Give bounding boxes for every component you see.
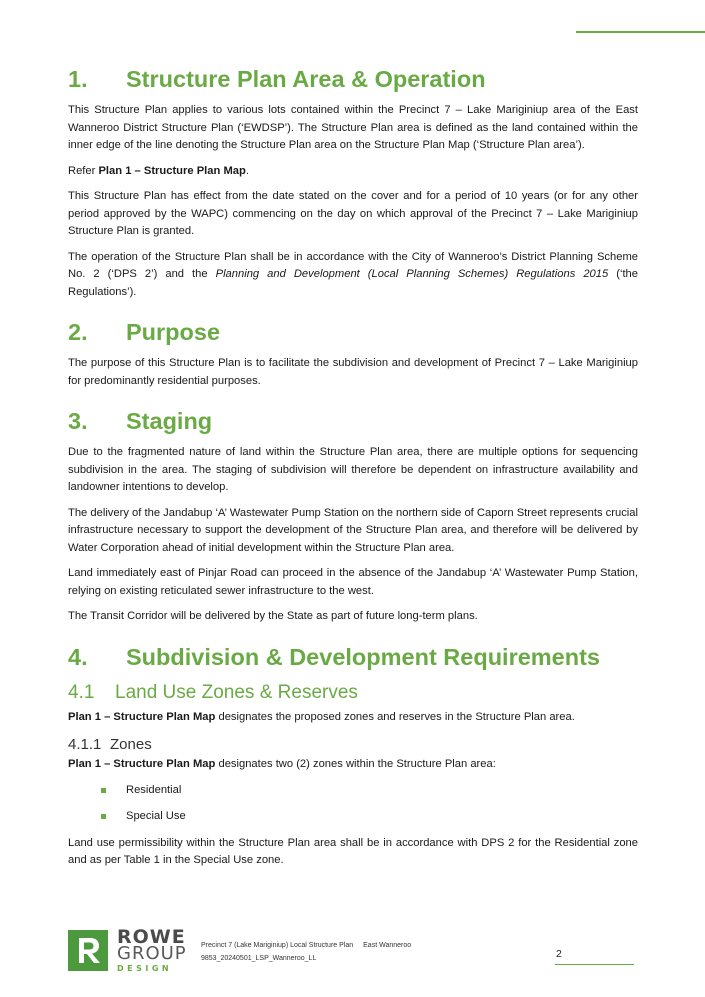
section-title: Structure Plan Area & Operation — [126, 66, 486, 92]
refer-suffix: . — [245, 164, 249, 177]
document-title: Precinct 7 (Lake Mariginiup) Local Structure Plan — [201, 942, 354, 949]
logo-design: DESIGN — [117, 964, 173, 973]
subsection-4-1-heading — [68, 680, 638, 706]
section-2-heading — [68, 315, 638, 349]
section-4-heading — [68, 640, 638, 674]
section-number: 3. — [68, 408, 88, 434]
subsection-title: Zones — [110, 736, 152, 753]
list-item — [68, 808, 638, 826]
document-location: East Wanneroo — [363, 942, 412, 949]
footer-document-info — [201, 939, 411, 965]
page-content — [68, 62, 638, 879]
section-title: Purpose — [126, 319, 221, 345]
paragraph: The purpose of this Structure Plan is to facilitate the subdivision and development of Precinct 7 – Lake Mariginiup for predominantly residential purposes. — [68, 357, 638, 387]
subsection-number: 4.1.1 — [68, 736, 102, 753]
text-run: designates two (2) zones within the Structure Plan area: — [215, 758, 496, 770]
header-rule — [576, 31, 705, 33]
paragraph: Land immediately east of Pinjar Road can proceed in the absence of the Jandabup ‘A’ Wastewater Pump Station, relying on existing reticulated sewer infrastructure to the west. — [68, 567, 638, 597]
paragraph: Due to the fragmented nature of land within the Structure Plan area, there are multiple options for sequencing subdivision in the area. The staging of subdivision will therefore be dependent on infrastructure availability and landowner intentions to develop. — [68, 446, 638, 493]
logo-wordmark — [117, 928, 187, 974]
list-item — [68, 782, 638, 800]
refer-paragraph — [68, 163, 638, 181]
regulations-title: Planning and Development (Local Planning Schemes) Regulations 2015 — [215, 268, 609, 280]
paragraph — [68, 756, 638, 774]
paragraph: Land use permissibility within the Structure Plan area shall be in accordance with DPS 2 for the Residential zone and as per Table 1 in the Special Use zone. — [68, 836, 638, 866]
plan-reference: Plan 1 – Structure Plan Map — [98, 164, 246, 177]
section-number: 4. — [68, 643, 88, 670]
logo-rowe: ROWE — [117, 926, 186, 948]
page-footer — [68, 926, 638, 979]
list-item-label: Residential — [126, 783, 182, 796]
document-reference: 9853_20240501_LSP_Wanneroo_LL — [201, 955, 317, 962]
paragraph: This Structure Plan has effect from the date stated on the cover and for a period of 10 years (or for any other period approved by the WAPC) commencing on the day on which approval of the Precinct 7 – Lake Mariginiup Structure Plan is granted. — [68, 190, 638, 237]
section-1-heading — [68, 62, 638, 96]
rowe-group-logo-icon — [68, 930, 108, 971]
refer-prefix: Refer — [68, 164, 99, 177]
text-run: (‘the Regulations’). — [68, 268, 638, 298]
square-bullet-icon — [101, 814, 106, 819]
plan-reference: Plan 1 – Structure Plan Map — [68, 758, 216, 770]
section-3-heading — [68, 404, 638, 438]
subsection-4-1-1-heading — [68, 735, 638, 755]
section-title: Subdivision & Development Requirements — [126, 643, 601, 670]
paragraph: The Transit Corridor will be delivered by the State as part of future long-term plans. — [68, 610, 478, 622]
paragraph — [68, 709, 638, 727]
paragraph — [68, 249, 638, 302]
section-title: Staging — [126, 408, 213, 434]
plan-reference: Plan 1 – Structure Plan Map — [68, 710, 216, 723]
subsection-title: Land Use Zones & Reserves — [115, 681, 358, 703]
zones-list — [68, 782, 638, 826]
square-bullet-icon — [101, 788, 106, 793]
paragraph: This Structure Plan applies to various lots contained within the Precinct 7 – Lake Mariginiup area of the East Wanneroo District Structure Plan (‘EWDSP’). The Structure Plan area is defined as the land contained within the inner edge of the line denoting the Structure Plan area on the Structure Plan Map (‘Structure Plan area’). — [68, 104, 638, 151]
list-item-label: Special Use — [126, 810, 186, 822]
page-number: 2 — [556, 948, 562, 960]
section-number: 1. — [68, 66, 88, 92]
section-number: 2. — [68, 319, 88, 345]
paragraph: The delivery of the Jandabup ‘A’ Wastewater Pump Station on the northern side of Caporn Street represents crucial infrastructure necessary to support the development of the Structure Plan area, and therefore will be delivered by Water Corporation ahead of initial development within the Structure Plan area. — [68, 506, 638, 554]
subsection-number: 4.1 — [68, 681, 95, 703]
text-run: designates the proposed zones and reserves in the Structure Plan area. — [215, 710, 575, 723]
logo-group: GROUP — [117, 943, 187, 964]
footer-rule — [555, 964, 634, 965]
text-run: The operation of the Structure Plan shall be in accordance with the City of Wanneroo’s District Planning Scheme No. 2 (‘DPS 2’) and the — [68, 250, 638, 280]
